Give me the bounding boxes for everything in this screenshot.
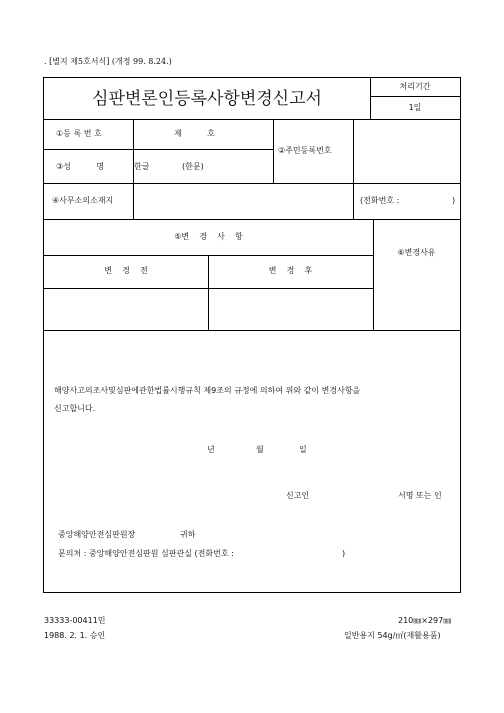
name-label: ③성 명: [56, 162, 105, 171]
change-reason-label: ⑥변경사유: [397, 248, 436, 257]
rule-row1-bottom: [44, 149, 273, 150]
change-report-form: [43, 77, 461, 593]
form-code: 33333-00411민: [44, 616, 106, 625]
paper-size: 210㎜×297㎜: [398, 616, 452, 625]
form-title: 심판변론인등록사항변경신고서: [92, 89, 322, 109]
phone-close: ): [452, 196, 456, 205]
rule-resident-right: [353, 119, 354, 183]
reporter-label: 신고인: [286, 491, 310, 500]
name-korean: 한글: [134, 162, 150, 171]
processing-period-value: 1일: [408, 103, 422, 112]
addressee: 중앙해양안전심판원장: [58, 530, 136, 539]
phone-label: (전화번호 :: [360, 196, 400, 205]
inquiry-close: ): [342, 549, 346, 558]
rule-period-mid: [370, 96, 460, 97]
addressee-suffix: 귀하: [180, 530, 196, 539]
rule-resident-left: [273, 119, 274, 183]
signature-label: 서명 또는 인: [398, 491, 442, 500]
change-items-label: ⑤변 경 사 항: [174, 232, 243, 241]
form-header-note: . [별지 제5호서식] (개정 99. 8.24.): [44, 57, 172, 66]
paper-type: 일반용지 54g/㎡(재활용품): [344, 631, 441, 640]
rule-row2-bottom: [44, 183, 460, 184]
rule-change-table-bottom: [44, 330, 460, 331]
rule-reason-left: [373, 219, 374, 330]
statement-line2: 신고합니다.: [54, 404, 96, 413]
statement-line1: 해양사고의조사및심판에관한법률시행규칙 제9조의 규정에 의하여 위와 같이 변경사항을: [54, 386, 361, 395]
rule-title-bottom: [44, 119, 460, 120]
approval-date: 1988. 2. 1. 승인: [44, 631, 106, 640]
reg-number-label: ①등 록 번 호: [56, 129, 102, 138]
name-hanja: (한문): [182, 162, 204, 171]
rule-phone-left: [353, 183, 354, 219]
after-change-label: 변 경 후: [268, 266, 313, 275]
resident-number-label: ②주민등록번호: [278, 146, 332, 155]
reg-number-value: 제 호: [174, 129, 215, 138]
inquiry-line: 문의처 : 중앙해양안전심판원 심판관실 (전화번호 :: [58, 549, 234, 558]
office-address-label: ④사무소의소재지: [52, 196, 114, 205]
rule-row3-bottom: [44, 219, 460, 220]
date-day: 일: [299, 445, 307, 454]
processing-period-label: 처리기간: [399, 82, 431, 91]
date-month: 월: [256, 445, 264, 454]
before-change-label: 변 경 전: [104, 266, 148, 275]
date-year: 년: [207, 445, 215, 454]
